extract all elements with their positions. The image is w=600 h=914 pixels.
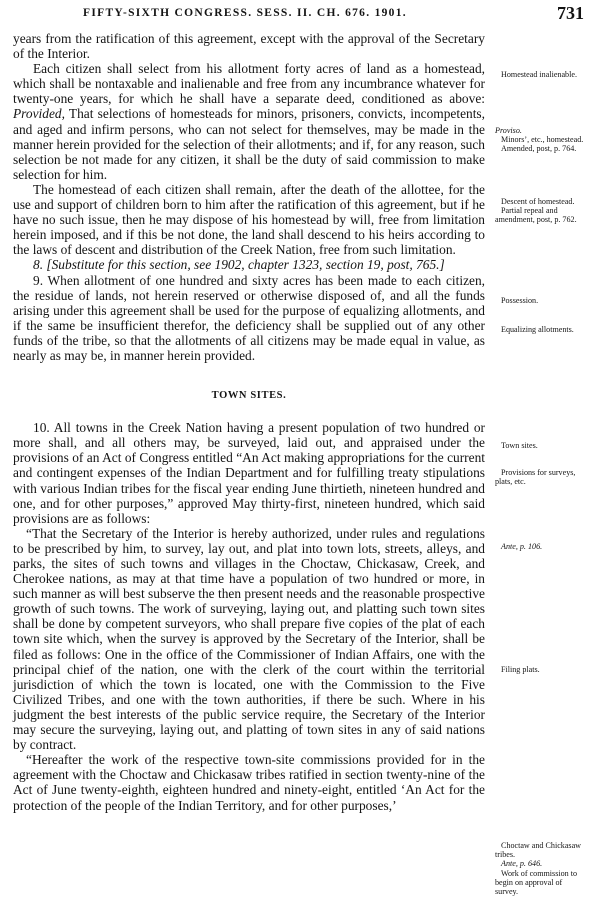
margin-note-text: Possession. [501,296,539,305]
paragraph-section-9: 9. When allotment of one hundred and sixty acres has been made to each citizen, the residue of lands, not herein reserved or otherwise disposed of, and all the funds arising under this agreement shall be used for the purpose of equalizing allotments, and if the same be insufficient therefor, the deficiency shall be supplied out of any other funds of the tribe, so that the allotments of all citizens may be made equal in value, as nearly as may be, in manner herein provided. [13,272,485,363]
margin-note-text: Equalizing allotments. [501,325,574,334]
margin-note-choctaw-chickasaw [495,841,587,896]
margin-note-text: Ante, p. 106. [501,542,543,551]
margin-note-ante-106 [495,542,587,551]
margin-note-filing-plats [495,665,587,674]
margin-note-text: Filing plats. [501,665,540,674]
margin-note-homestead [495,70,587,79]
homestead-text-end: That selections of homesteads for minors, prisoners, convicts, incompetents, and aged and infirm persons, who can not select for themselves, may be made in the manner herein provided for the selection of their allotments; and if, for any reason, such selection be not made for any citizen, it shall be the duty of said commission to make selection for him. [13,106,485,182]
margin-note-text: Work of commission to begin on approval of survey. [495,868,578,897]
running-head: FIFTY-SIXTH CONGRESS. SESS. II. CH. 676. 1901. [83,7,407,19]
margin-note-town-sites [495,441,587,450]
margin-note-text: Descent of homestead. [501,197,575,206]
margin-note-text: Partial repeal and amendment, post, p. 762. [495,206,577,225]
paragraph-section-10: 10. All towns in the Creek Nation having a present population of two hundred or more shall, and all others may, be surveyed, laid out, and appraised under the provisions of an Act of Congress entitled “An Act making appropriations for the current and contingent expenses of the Indian Department and for fulfilling treaty stipulations with various Indian tribes for the fiscal year ending June thirtieth, nineteen hundred and one, and for other purposes,” approved May thirty-first, nineteen hundred, which said provisions are as follows: [13,420,485,526]
homestead-text-start: Each citizen shall select from his allotment forty acres of land as a homestead, which shall be nontaxable and inalienable and free from any incumbrance whatever for twenty-one years, for which he shall have a separate deed, conditioned as above: [13,61,485,107]
paragraph-section-8: 8. [Substitute for this section, see 1902, chapter 1323, section 19, post, 765.] [33,257,445,273]
margin-note-proviso-label: Proviso. [495,126,522,135]
margin-note-equalizing [495,325,587,334]
margin-note-proviso [495,126,587,154]
main-text-column [13,31,485,813]
margin-note-text: Homestead inalienable. [501,70,577,79]
margin-note-possession [495,296,587,305]
margin-note-surveys [495,468,587,486]
margin-note-text: Provisions for surveys, plats, etc. [495,468,576,487]
margin-note-text: Amended, post, p. 764. [501,144,577,154]
margin-note-text: Town sites. [501,441,538,450]
margin-note-descent [495,197,587,225]
paragraph-homestead [13,61,485,182]
margin-note-text: Choctaw and Chickasaw tribes. [495,841,582,860]
proviso-keyword: Provided, [13,106,65,122]
paragraph-continuation: years from the ratification of this agreement, except with the approval of the Secretary of the Interior. [13,31,485,62]
quoted-provision-commissions: “Hereafter the work of the respective town-site commissions provided for in the agreement with the Choctaw and Chickasaw tribes ratified in section twenty-nine of the Act of June twenty-eighth, eighteen hundred and ninety-eight, entitled ‘An Act for the protection of the people of the Indian Territory, and for other purposes,’ [13,752,485,813]
section-heading-town-sites: TOWN SITES. [211,390,287,402]
margin-note-text: Ante, p. 646. [501,859,543,869]
paragraph-descent: The homestead of each citizen shall remain, after the death of the allottee, for the use and support of children born to him after the ratification of this agreement, but if he have no such issue, then he may dispose of his homestead by will, free from limitation herein imposed, and if this be not done, the land shall descend to his heirs according to the laws of descent and distribution of the Creek Nation, free from such limitation. [13,181,485,258]
page-number: 731 [557,3,584,23]
page-header [0,0,600,30]
margin-note-text: Minors’, etc., homestead. [501,135,584,145]
quoted-provision-survey: “That the Secretary of the Interior is hereby authorized, under rules and regulations to be prescribed by him, to survey, lay out, and plat into town lots, streets, alleys, and parks, the sites of such towns and villages in the Choctaw, Chickasaw, Creek, and Cherokee nations, as may at that time have a population of two hundred or more, in such manner as will best subserve the then present needs and the reasonable prospective growth of such towns. The work of surveying, laying out, and platting such town sites shall be done by competent surveyors, who shall prepare five copies of the plat of each town site which, when the survey is approved by the Secretary of the Interior, shall be filed as follows: One in the office of the Commissioner of Indian Affairs, one with the principal chief of the nation, one with the clerk of the court within the territorial jurisdiction of which the town is located, one with the Commission to the Five Civilized Tribes, and one with the town authorities, if there be such. Where in his judgment the best interests of the public service require, the Secretary of the Interior may secure the surveying, laying out, and platting of town sites in any of said nations by contract. [13,525,485,753]
